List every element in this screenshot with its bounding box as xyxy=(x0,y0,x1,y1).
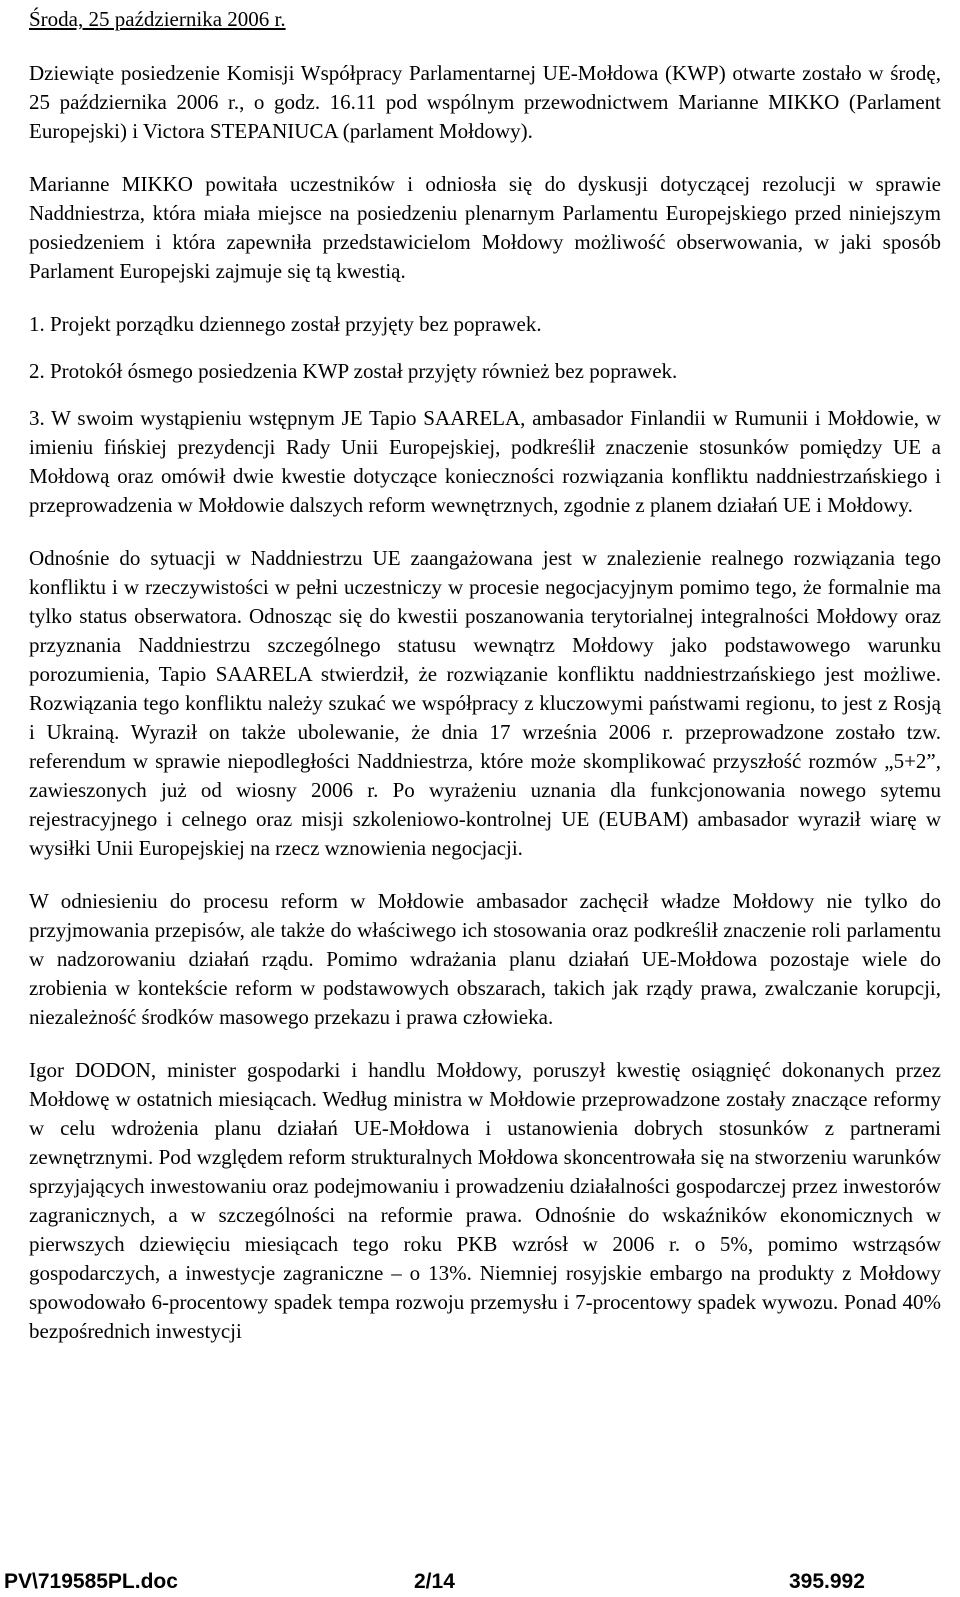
footer-page-number: 2/14 xyxy=(414,1570,455,1593)
agenda-item-2: 2. Protokół ósmego posiedzenia KWP został przyjęty również bez poprawek. xyxy=(29,359,678,383)
footer-doc-ref: PV\719585PL.doc xyxy=(4,1570,178,1593)
dodon-paragraph: Igor DODON, minister gospodarki i handlu Mołdowy, poruszył kwestię osiągnięć dokonanych przez Mołdowę w ostatnich miesiącach. Według ministra w Mołdowie przeprowadzone zostały znaczące reformy w celu wdrożenia planu działań UE-Mołdowa i ustanowienia dobrych stosunków z partnerami zewnętrznymi. Pod względem reform strukturalnych Mołdowa skoncentrowała się na stworzeniu warunków sprzyjających inwestowaniu oraz podejmowaniu i prowadzeniu działalności gospodarczej przez inwestorów zagranicznych, a w szczególności na reformie prawa. Odnośnie do wskaźników ekonomicznych w pierwszych dziewięciu miesiącach tego roku PKB wzrósł w 2006 r. o 5%, pomimo wstrząsów gospodarczych, a inwestycje zagraniczne – o 13%. Niemniej rosyjskie embargo na produkty z Mołdowy spowodowało 6-procentowy spadek tempa rozwoju przemysłu i 7-procentowy spadek wywozu. Ponad 40% bezpośrednich inwestycji xyxy=(29,1058,941,1343)
agenda-item-1: 1. Projekt porządku dziennego został przyjęty bez poprawek. xyxy=(29,312,542,336)
document-body xyxy=(29,5,941,1370)
agenda-item-3: 3. W swoim wystąpieniu wstępnym JE Tapio SAARELA, ambasador Finlandii w Rumunii i Mołdowie, w imieniu fińskiej prezydencji Rady Unii Europejskiej, podkreślił znaczenie stosunków pomiędzy UE a Mołdową oraz omówił dwie kwestie dotyczące konieczności rozwiązania konfliktu naddniestrzańskiego i przeprowadzenia w Mołdowie dalszych reform wewnętrznych, zgodnie z planem działań UE i Mołdowy. xyxy=(29,406,941,517)
page-footer xyxy=(4,1567,896,1597)
transnistria-paragraph: Odnośnie do sytuacji w Naddniestrzu UE zaangażowana jest w znalezienie realnego rozwiązania tego konfliktu i w rzeczywistości w pełni uczestniczy w procesie negocjacyjnym pomimo tego, że formalnie ma tylko status obserwatora. Odnosząc się do kwestii poszanowania terytorialnej integralności Mołdowy oraz przyznania Naddniestrzu szczególnego statusu wewnątrz Mołdowy jako podstawowego warunku porozumienia, Tapio SAARELA stwierdził, że rozwiązanie konfliktu naddniestrzańskiego jest możliwe. Rozwiązania tego konfliktu należy szukać we współpracy z kluczowymi państwami regionu, to jest z Rosją i Ukrainą. Wyraził on także ubolewanie, że dnia 17 września 2006 r. przeprowadzone zostało tzw. referendum w sprawie niepodległości Naddniestrza, które może skomplikować przyszłość rozmów „5+2”, zawieszonych już od wiosny 2006 r. Po wyrażeniu uznania dla funkcjonowania nowego sytemu rejestracyjnego i celnego oraz misji szkoleniowo-kontrolnej UE (EUBAM) ambasador wyraził wiarę w wysiłki Unii Europejskiej na rzecz wznowienia negocjacji. xyxy=(29,546,941,860)
date-heading: Środa, 25 października 2006 r. xyxy=(29,7,286,31)
opening-paragraph: Dziewiąte posiedzenie Komisji Współpracy Parlamentarnej UE-Mołdowa (KWP) otwarte zostało w środę, 25 października 2006 r., o godz. 16.11 pod wspólnym przewodnictwem Marianne MIKKO (Parlament Europejski) i Victora STEPANIUCA (parlament Mołdowy). xyxy=(29,61,941,143)
reforms-paragraph: W odniesieniu do procesu reform w Mołdowie ambasador zachęcił władze Mołdowy nie tylko do przyjmowania przepisów, ale także do właściwego ich stosowania oraz podkreślił znaczenie roli parlamentu w nadzorowaniu działań rządu. Pomimo wdrażania planu działań UE-Mołdowa pozostaje wiele do zrobienia w kontekście reform w podstawowych obszarach, takich jak rządy prawa, zwalczanie korupcji, niezależność środków masowego przekazu i prawa człowieka. xyxy=(29,889,941,1029)
footer-doc-code: 395.992 xyxy=(789,1570,865,1593)
welcome-paragraph: Marianne MIKKO powitała uczestników i odniosła się do dyskusji dotyczącej rezolucji w sprawie Naddniestrza, która miała miejsce na posiedzeniu plenarnym Parlamentu Europejskiego przed niniejszym posiedzeniem i która zapewniła przedstawicielom Mołdowy możliwość obserwowania, w jaki sposób Parlament Europejski zajmuje się tą kwestią. xyxy=(29,172,941,283)
